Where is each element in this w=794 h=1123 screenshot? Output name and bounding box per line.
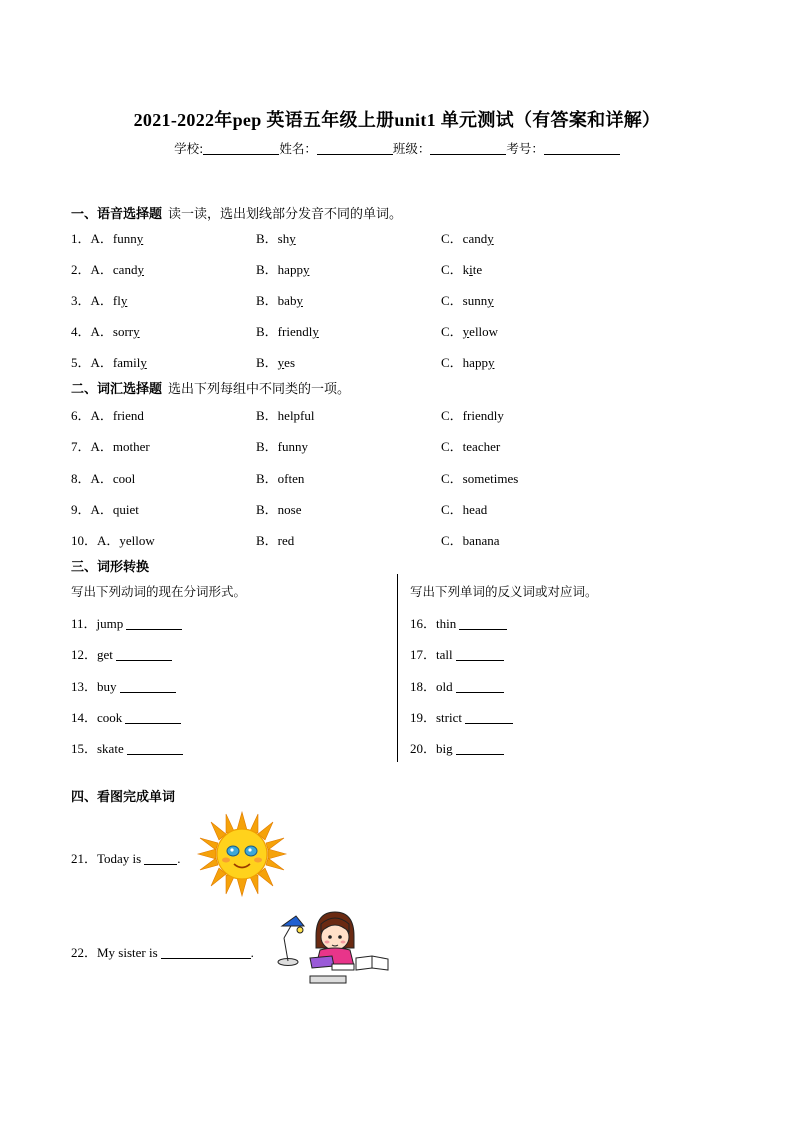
option-a[interactable]: 9．A．quiet <box>71 502 139 517</box>
option-b[interactable]: B．nose <box>256 502 302 517</box>
section-3-title: 三、词形转换 <box>71 560 150 575</box>
question-21-period: . <box>177 851 181 866</box>
page-title: 2021-2022年pep 英语五年级上册unit1 单元测试（有答案和详解） <box>133 110 661 130</box>
question-22 <box>71 942 254 961</box>
option-c[interactable]: C．sometimes <box>441 471 519 486</box>
school-blank[interactable] <box>203 141 279 155</box>
answer-blank[interactable] <box>125 711 181 724</box>
antonym-word: 19．strict <box>410 710 462 725</box>
verb-question-15 <box>71 738 183 757</box>
underlined-letter: y <box>487 231 494 246</box>
option-b[interactable]: B．red <box>256 533 295 548</box>
option-b[interactable]: B．friendly <box>256 324 319 339</box>
antonym-question-16 <box>410 613 507 632</box>
option-b[interactable]: B．shy <box>256 231 296 246</box>
antonym-word: 17．tall <box>410 647 453 662</box>
class-label: 班级： <box>392 141 431 156</box>
antonym-word: 20．big <box>410 741 453 756</box>
class-blank[interactable] <box>430 141 506 155</box>
option-a[interactable]: 4．A．sorry <box>71 324 140 339</box>
answer-blank[interactable] <box>116 648 172 661</box>
section-4-title: 四、看图完成单词 <box>71 790 176 805</box>
phonics-question-1 <box>71 228 731 246</box>
section-2-title: 二、词汇选择题 <box>71 382 163 397</box>
desk-lamp <box>278 916 304 966</box>
verb-word: 13．buy <box>71 679 117 694</box>
option-b[interactable]: B．helpful <box>256 408 315 423</box>
verb-instruction: 写出下列动词的现在分词形式。 <box>71 584 247 599</box>
question-number: 4． <box>71 324 91 339</box>
option-b[interactable]: B．yes <box>256 355 296 370</box>
underlined-letter: y <box>137 262 144 277</box>
verb-word: 15．skate <box>71 741 124 756</box>
option-a[interactable]: 6．A．friend <box>71 408 144 423</box>
sun-face <box>217 829 267 879</box>
section-4-heading <box>71 786 175 805</box>
option-c[interactable]: C．yellow <box>441 324 499 339</box>
antonym-word: 18．old <box>410 679 453 694</box>
option-b[interactable]: B．happy <box>256 262 310 277</box>
vocab-question-8 <box>71 468 731 486</box>
underlined-letter: y <box>136 231 144 246</box>
antonym-question-18 <box>410 676 504 695</box>
section-2-instruction: 选出下列每组中不同类的一项。 <box>168 382 351 397</box>
question-22-text: 22．My sister is <box>71 945 158 960</box>
pencil-case <box>310 976 346 983</box>
number-blank[interactable] <box>544 141 620 155</box>
underlined-letter: y <box>277 355 285 370</box>
option-c[interactable]: C．banana <box>441 533 500 548</box>
vocab-question-7 <box>71 436 731 454</box>
verb-question-13 <box>71 676 176 695</box>
underlined-letter: y <box>487 355 495 370</box>
option-a[interactable]: 8．A．cool <box>71 471 136 486</box>
studying-girl-picture <box>272 906 394 988</box>
underlined-letter: y <box>140 355 147 370</box>
underlined-letter: y <box>133 324 140 339</box>
option-b[interactable]: B．often <box>256 471 305 486</box>
option-a[interactable]: 5．A．family <box>71 355 147 370</box>
column-divider <box>397 574 398 762</box>
underlined-letter: y <box>289 231 296 246</box>
underlined-letter: i <box>469 262 473 277</box>
number-label: 考号： <box>506 141 544 156</box>
section-1-title: 一、语音选择题 <box>71 207 163 222</box>
option-a[interactable]: 3．A．fly <box>71 293 128 308</box>
answer-blank[interactable] <box>120 680 176 693</box>
answer-blank[interactable] <box>459 617 507 630</box>
school-label: 学校: <box>174 141 204 156</box>
option-a[interactable]: 1．A．funny <box>71 231 144 246</box>
vocab-question-9 <box>71 499 731 517</box>
name-label: 姓名： <box>279 141 317 156</box>
student-info-line <box>0 139 794 157</box>
answer-blank[interactable] <box>127 742 183 755</box>
section-1-heading <box>71 203 402 222</box>
question-22-blank[interactable] <box>161 946 251 959</box>
verb-question-12 <box>71 644 172 663</box>
answer-blank[interactable] <box>456 680 504 693</box>
name-blank[interactable] <box>317 141 393 155</box>
option-c[interactable]: C．candy <box>441 231 494 246</box>
antonym-instruction: 写出下列单词的反义词或对应词。 <box>410 584 598 599</box>
verb-word: 11．jump <box>71 616 124 631</box>
answer-blank[interactable] <box>456 742 504 755</box>
question-21-blank[interactable] <box>144 852 177 865</box>
option-c[interactable]: C．sunny <box>441 293 494 308</box>
antonym-question-19 <box>410 707 513 726</box>
answer-blank[interactable] <box>456 648 504 661</box>
option-c[interactable]: C．head <box>441 502 488 517</box>
option-b[interactable]: B．funny <box>256 439 309 454</box>
question-21-text: 21．Today is <box>71 851 142 866</box>
vocab-question-10 <box>71 530 731 548</box>
option-c[interactable]: C．kite <box>441 262 483 277</box>
phonics-question-2 <box>71 259 731 277</box>
verb-question-11 <box>71 613 182 632</box>
antonym-word: 16．thin <box>410 616 457 631</box>
underlined-letter: y <box>487 293 494 308</box>
phonics-question-4 <box>71 321 731 339</box>
phonics-question-3 <box>71 290 731 308</box>
underlined-letter: y <box>312 324 319 339</box>
option-a[interactable]: 7．A．mother <box>71 439 150 454</box>
vocab-question-6 <box>71 405 731 423</box>
option-b[interactable]: B．baby <box>256 293 303 308</box>
option-a[interactable]: 2．A．candy <box>71 262 144 277</box>
phonics-question-5 <box>71 352 731 370</box>
section-1-instruction: 读一读，选出划线部分发音不同的单词。 <box>168 207 403 222</box>
option-c[interactable]: C．happy <box>441 355 495 370</box>
antonym-question-20 <box>410 738 504 757</box>
verb-question-14 <box>71 707 181 726</box>
option-c[interactable]: C．friendly <box>441 408 504 423</box>
option-a[interactable]: 10．A．yellow <box>71 533 155 548</box>
question-22-period: . <box>250 945 254 960</box>
option-c[interactable]: C．teacher <box>441 439 501 454</box>
question-number: 3． <box>71 293 91 308</box>
question-number: 1． <box>71 231 91 246</box>
verb-word: 14．cook <box>71 710 123 725</box>
sun-picture <box>196 810 288 898</box>
section-2-heading <box>71 378 350 397</box>
answer-blank[interactable] <box>126 617 182 630</box>
antonym-question-17 <box>410 644 504 663</box>
verb-word: 12．get <box>71 647 113 662</box>
underlined-letter: y <box>302 262 310 277</box>
underlined-letter: y <box>296 293 303 308</box>
section-3-heading <box>71 556 149 575</box>
underlined-letter: y <box>120 293 128 308</box>
question-number: 2． <box>71 262 91 277</box>
underlined-letter: y <box>462 324 470 339</box>
question-21 <box>71 848 180 867</box>
answer-blank[interactable] <box>465 711 513 724</box>
question-number: 5． <box>71 355 91 370</box>
